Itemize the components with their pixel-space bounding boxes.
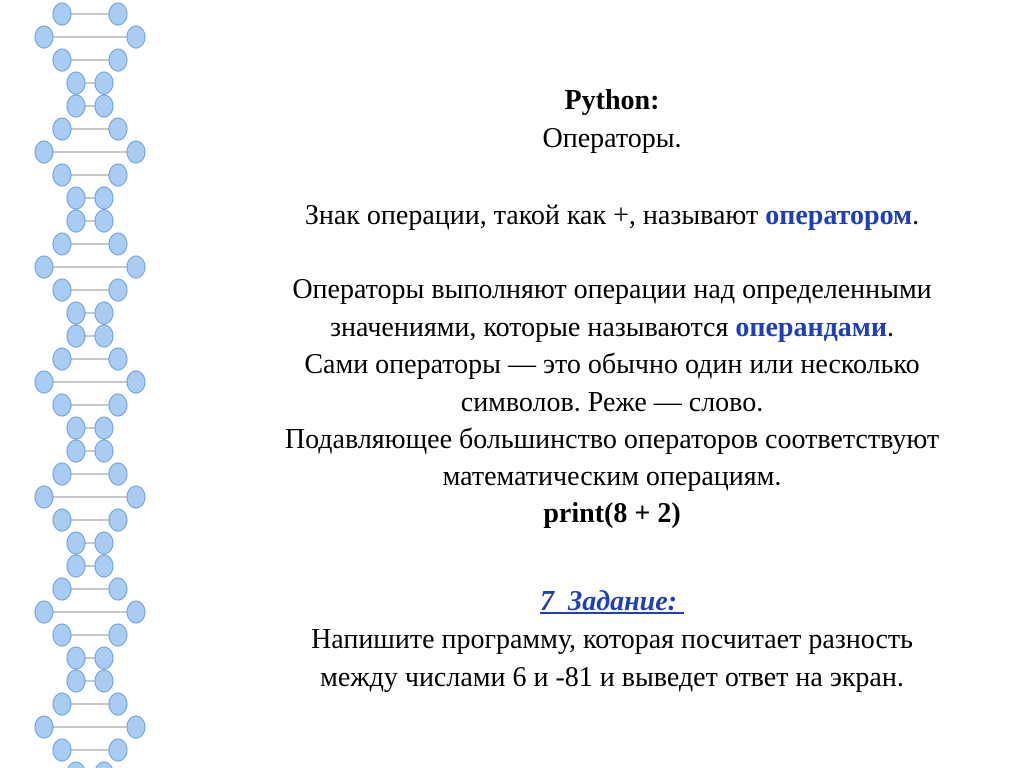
dna-node bbox=[109, 693, 127, 715]
dna-node bbox=[95, 532, 113, 554]
dna-node bbox=[109, 233, 127, 255]
dna-node bbox=[35, 716, 53, 738]
dna-node bbox=[67, 670, 85, 692]
task-text-line-2: между числами 6 и -81 и выведет ответ на экран. bbox=[320, 662, 904, 693]
operands-period: . bbox=[886, 312, 894, 343]
dna-node bbox=[35, 371, 53, 393]
operators-text-line-6: математическим операциям. bbox=[442, 461, 782, 492]
dna-node bbox=[95, 762, 113, 768]
code-example: print(8 + 2) bbox=[543, 498, 681, 529]
dna-node bbox=[53, 739, 71, 761]
dna-node bbox=[35, 256, 53, 278]
dna-node bbox=[67, 647, 85, 669]
dna-node bbox=[109, 3, 127, 25]
operator-definition bbox=[200, 199, 1024, 233]
dna-node bbox=[53, 348, 71, 370]
dna-node bbox=[53, 624, 71, 646]
dna-node bbox=[67, 95, 85, 117]
term-operands: операндами bbox=[735, 312, 887, 343]
dna-node bbox=[109, 463, 127, 485]
dna-node bbox=[53, 233, 71, 255]
dna-node bbox=[53, 509, 71, 531]
dna-node bbox=[53, 49, 71, 71]
task-text-line-1: Напишите программу, которая посчитает разность bbox=[311, 624, 913, 655]
operators-text-line-5: Подавляющее большинство операторов соответствуют bbox=[284, 424, 940, 455]
dna-node bbox=[95, 187, 113, 209]
dna-node bbox=[95, 670, 113, 692]
dna-node bbox=[109, 578, 127, 600]
dna-node bbox=[95, 555, 113, 577]
dna-node bbox=[67, 187, 85, 209]
operators-text-line-2 bbox=[200, 311, 1024, 345]
dna-node bbox=[109, 118, 127, 140]
dna-node bbox=[67, 302, 85, 324]
dna-helix-decoration bbox=[0, 0, 170, 768]
slide-content bbox=[200, 0, 1024, 768]
dna-node bbox=[95, 95, 113, 117]
dna-node bbox=[53, 394, 71, 416]
dna-node bbox=[35, 141, 53, 163]
dna-node bbox=[35, 601, 53, 623]
dna-node bbox=[127, 716, 145, 738]
dna-node bbox=[53, 164, 71, 186]
dna-node bbox=[95, 302, 113, 324]
dna-node bbox=[67, 325, 85, 347]
dna-node bbox=[127, 141, 145, 163]
dna-node bbox=[109, 509, 127, 531]
operators-text-line-4: символов. Реже — слово. bbox=[460, 387, 764, 418]
dna-node bbox=[53, 118, 71, 140]
definition-period: . bbox=[912, 200, 920, 231]
dna-node bbox=[67, 440, 85, 462]
dna-node bbox=[67, 210, 85, 232]
operands-text: значениями, которые называются bbox=[330, 312, 736, 343]
dna-node bbox=[95, 440, 113, 462]
dna-node bbox=[109, 164, 127, 186]
dna-node bbox=[35, 26, 53, 48]
definition-text: Знак операции, такой как +, называют bbox=[304, 200, 766, 231]
task-heading bbox=[200, 585, 1024, 619]
dna-node bbox=[109, 348, 127, 370]
dna-node bbox=[127, 26, 145, 48]
dna-node bbox=[53, 463, 71, 485]
dna-node bbox=[127, 601, 145, 623]
dna-node bbox=[53, 279, 71, 301]
dna-node bbox=[109, 624, 127, 646]
dna-node bbox=[109, 49, 127, 71]
dna-node bbox=[95, 210, 113, 232]
dna-node bbox=[53, 3, 71, 25]
dna-node bbox=[67, 417, 85, 439]
dna-node bbox=[67, 72, 85, 94]
task-title: 7 Задание: bbox=[539, 586, 684, 617]
dna-node bbox=[95, 417, 113, 439]
dna-node bbox=[67, 762, 85, 768]
dna-node bbox=[109, 279, 127, 301]
dna-node bbox=[67, 555, 85, 577]
operators-text-line-1: Операторы выполняют операции над определенными bbox=[292, 274, 932, 305]
slide-subtitle: Операторы. bbox=[542, 123, 682, 154]
dna-node bbox=[53, 578, 71, 600]
dna-node bbox=[109, 394, 127, 416]
term-operator: оператором bbox=[765, 200, 913, 231]
dna-node bbox=[109, 739, 127, 761]
dna-node bbox=[53, 693, 71, 715]
dna-node bbox=[95, 72, 113, 94]
dna-node bbox=[67, 532, 85, 554]
dna-node bbox=[95, 325, 113, 347]
dna-node bbox=[35, 486, 53, 508]
dna-node bbox=[127, 486, 145, 508]
operators-text-line-3: Сами операторы — это обычно один или несколько bbox=[304, 349, 920, 380]
dna-node bbox=[95, 647, 113, 669]
slide-title: Python: bbox=[564, 85, 660, 116]
dna-node bbox=[127, 371, 145, 393]
dna-node bbox=[127, 256, 145, 278]
